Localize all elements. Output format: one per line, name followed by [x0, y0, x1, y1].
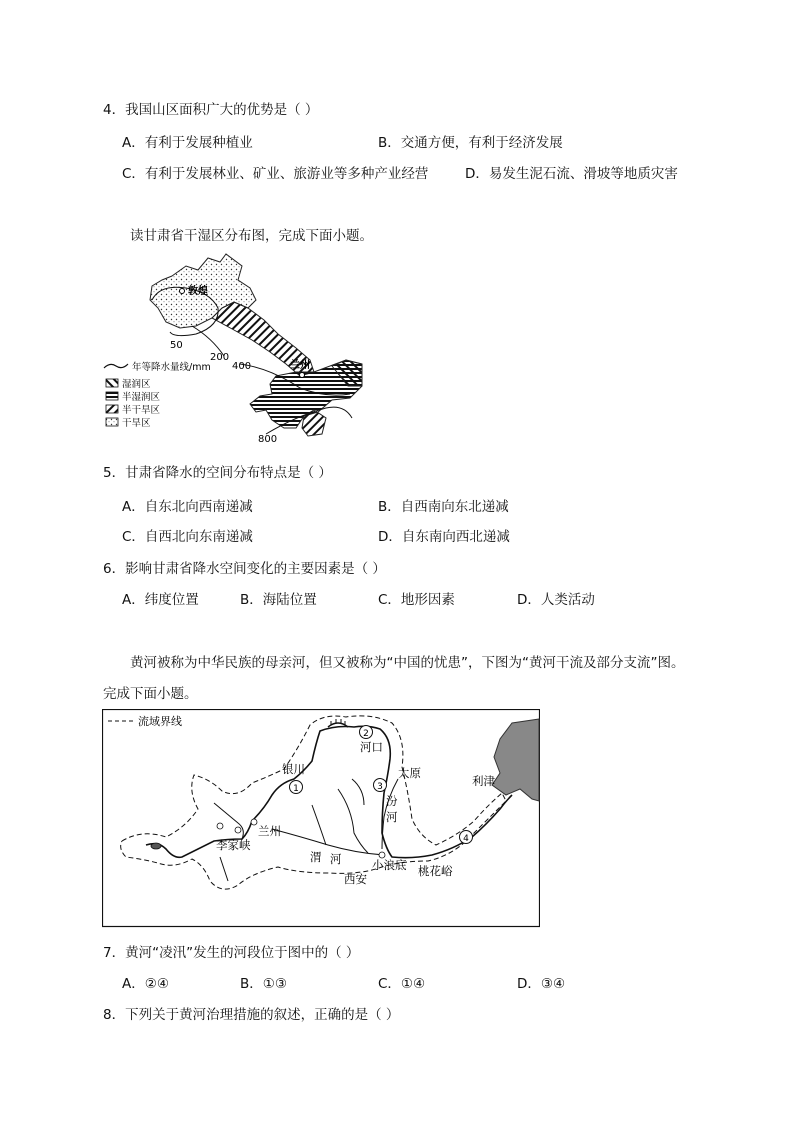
q6-option-c: C．地形因素: [378, 592, 455, 608]
legend-semiarid-swatch: [106, 405, 118, 413]
q5-option-a: A．自东北向西南递减: [122, 499, 253, 515]
marker-1-text: 1: [293, 784, 299, 794]
legend-line-sample: [104, 364, 128, 368]
label-yinchuan: 银川: [282, 762, 305, 776]
q4-option-a: A．有利于发展种植业: [122, 135, 253, 151]
label-fen: 汾: [386, 794, 398, 808]
q6-option-a: A．纬度位置: [122, 592, 199, 608]
label-200: 200: [210, 352, 230, 363]
q4-stem: 4．我国山区面积广大的优势是（ ）: [103, 102, 319, 118]
legend-semiarid-text: 半干旱区: [122, 405, 161, 416]
label-400: 400: [232, 361, 252, 372]
q5-option-c: C．自西北向东南递减: [122, 529, 253, 545]
yellow-river-map: [102, 709, 540, 929]
dunhuang-marker: [180, 289, 185, 294]
dunhuang-label: 敦煌: [188, 286, 208, 297]
label-xiaolangdi: 小浪底: [372, 858, 407, 872]
label-taiyuan: 太原: [398, 766, 421, 780]
label-50: 50: [170, 340, 183, 351]
label-lanzhou: 兰州: [258, 824, 281, 838]
gansu-map: [100, 248, 370, 448]
label-fen-he: 河: [386, 810, 398, 824]
q5-option-b: B．自西南向东北递减: [378, 499, 509, 515]
lanzhou-label: 兰州: [290, 360, 310, 371]
lanzhou-marker: [300, 373, 305, 378]
legend-basin-text: 流域界线: [138, 715, 182, 728]
label-wei-he: 河: [330, 852, 342, 866]
q6-option-b: B．海陆位置: [240, 592, 317, 608]
legend-humid-text: 湿润区: [122, 379, 151, 390]
label-wei: 渭: [310, 850, 322, 864]
label-lijiaxia: 李家峡: [216, 838, 251, 852]
label-hekou: 河口: [360, 740, 383, 754]
legend-arid-text: 干旱区: [122, 418, 151, 429]
legend-line-text: 年等降水量线/mm: [132, 362, 211, 373]
label-lijin: 利津: [472, 774, 495, 788]
q5-option-d: D．自东南向西北递减: [378, 529, 510, 545]
intro-gansu: 读甘肃省干湿区分布图，完成下面小题。: [130, 228, 373, 244]
marker-2-text: 2: [363, 729, 369, 739]
map-frame: [103, 710, 540, 927]
legend-humid-swatch: [106, 379, 118, 387]
legend-semihumid-swatch: [106, 392, 118, 400]
legend-semihumid-text: 半湿润区: [122, 392, 161, 403]
q6-option-d: D．人类活动: [517, 592, 595, 608]
intro-yellow-river-2: 完成下面小题。: [103, 686, 198, 702]
marker-3-text: 3: [377, 782, 383, 792]
label-taohuayu: 桃花峪: [418, 864, 453, 878]
q7-stem: 7．黄河“凌汛”发生的河段位于图中的（ ）: [103, 945, 360, 961]
marker-4-text: 4: [463, 834, 469, 844]
label-800: 800: [258, 434, 278, 445]
label-xian: 西安: [344, 872, 367, 886]
q5-stem: 5．甘肃省降水的空间分布特点是（ ）: [103, 465, 332, 481]
q6-stem: 6．影响甘肃省降水空间变化的主要因素是（ ）: [103, 561, 386, 577]
lake-west: [151, 843, 161, 849]
q8-stem: 8．下列关于黄河治理措施的叙述，正确的是（ ）: [103, 1007, 400, 1023]
q4-option-d: D．易发生泥石流、滑坡等地质灾害: [465, 166, 678, 182]
q7-option-b: B．①③: [240, 976, 287, 992]
intro-yellow-river-1: 黄河被称为中华民族的母亲河，但又被称为“中国的忧患”，下图为“黄河干流及部分支流”图。: [130, 655, 685, 671]
q7-option-c: C．①④: [378, 976, 426, 992]
q4-option-b: B．交通方便，有利于经济发展: [378, 135, 563, 151]
q7-option-a: A．②④: [122, 976, 169, 992]
q7-option-d: D．③④: [517, 976, 566, 992]
q4-option-c: C．有利于发展林业、矿业、旅游业等多种产业经营: [122, 166, 429, 182]
legend-arid-swatch: [106, 418, 118, 426]
